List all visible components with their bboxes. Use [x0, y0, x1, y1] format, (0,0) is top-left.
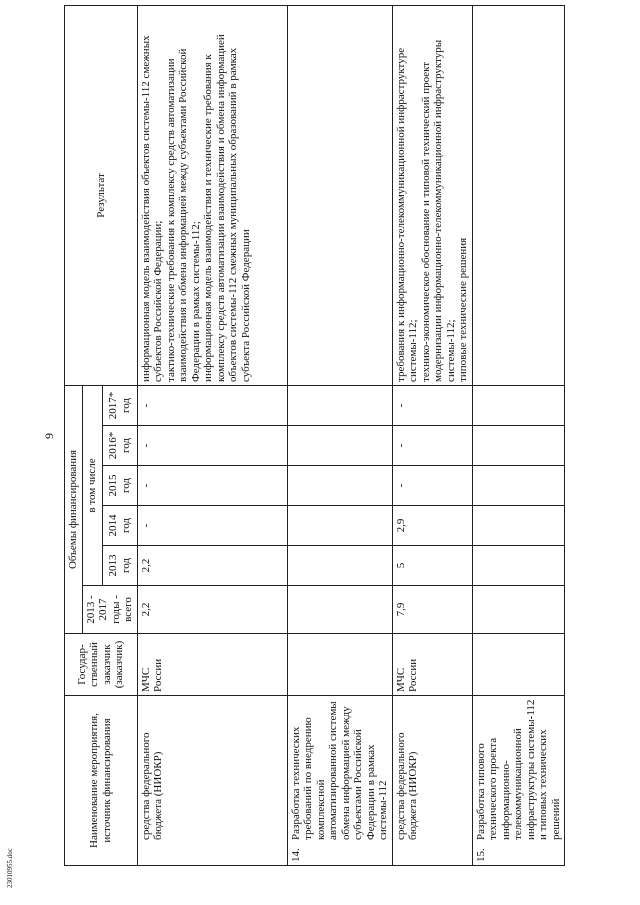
row-source: средства федерального бюджета (НИОКР) — [139, 732, 164, 840]
header-name: Наименование мероприятия, источник финансирования — [65, 696, 138, 866]
row-2015: - — [392, 466, 472, 506]
row-number: 14. — [289, 848, 302, 862]
row-2014: 2,9 — [392, 506, 472, 546]
row-name: Разработка типового технического проекта информационно-телекоммуникационной инфраструктуры системы-112 и типовых технических решений — [474, 699, 562, 840]
header-year-2015: 2015 год — [102, 466, 137, 506]
result-line: требования к информационно-телекоммуникационной инфраструктуре системы-112; — [394, 47, 419, 382]
row-2015: - — [137, 466, 287, 506]
row-name: Разработка технических требований по внедрению комплексной автоматизированной системы обмена информацией между субъектами Российской Федерации в рамках системы-112 — [289, 701, 389, 840]
row-customer: МЧС России — [392, 634, 472, 696]
header-total: 2013 - 2017 годы - всего — [82, 586, 137, 634]
row-2016: - — [137, 426, 287, 466]
header-incl: в том числе — [82, 385, 102, 585]
row-result — [137, 5, 287, 385]
table-row — [287, 5, 392, 865]
row-2017: - — [137, 385, 287, 425]
footer-filename: 23010955.doc — [6, 848, 14, 888]
header-year-2013: 2013 год — [102, 546, 137, 586]
header-year-2014: 2014 год — [102, 506, 137, 546]
result-line: информационная модель взаимодействия объектов системы-112 смежных субъектов Российской Федерации; — [139, 35, 164, 382]
header-customer: Государ-ственный заказчик (заказчик) — [65, 634, 138, 696]
header-year-2016: 2016* год — [102, 426, 137, 466]
header-row-1 — [65, 5, 83, 865]
table-row — [392, 5, 472, 865]
rotated-page — [40, 6, 620, 866]
row-number: 15. — [474, 848, 487, 862]
row-total: 7,9 — [392, 586, 472, 634]
row-2014: - — [137, 506, 287, 546]
header-result: Результат — [65, 5, 138, 385]
financing-table — [64, 5, 565, 866]
result-line: технико-экономическое обоснование и типовой технический проект модернизации информационно-телекоммуникационной инфраструктуры системы-112; — [419, 39, 457, 382]
header-year-2017: 2017* год — [102, 385, 137, 425]
row-customer: МЧС России — [137, 634, 287, 696]
row-2016: - — [392, 426, 472, 466]
page-number: 9 — [42, 433, 56, 439]
row-2013: 5 — [392, 546, 472, 586]
row-2013: 2,2 — [137, 546, 287, 586]
row-2017: - — [392, 385, 472, 425]
row-total: 2,2 — [137, 586, 287, 634]
row-source: средства федерального бюджета (НИОКР) — [394, 732, 419, 840]
header-volumes: Объемы финансирования — [65, 385, 83, 633]
row-result — [392, 5, 472, 385]
table-row — [472, 5, 565, 865]
result-line: информационная модель взаимодействия и технические требования к комплексу средств автоматизации взаимодействия и обмена информацией объектов системы-112 смежных муниципальных образований в рамках субъекта Российской Федерации — [202, 34, 252, 382]
table-row — [137, 5, 287, 865]
result-line: тактико-технические требования к комплексу средств автоматизации взаимодействия и обмена информацией между субъектами Российской Федерации в рамках системы-112; — [164, 48, 202, 382]
result-line: типовые технические решения — [457, 237, 469, 382]
